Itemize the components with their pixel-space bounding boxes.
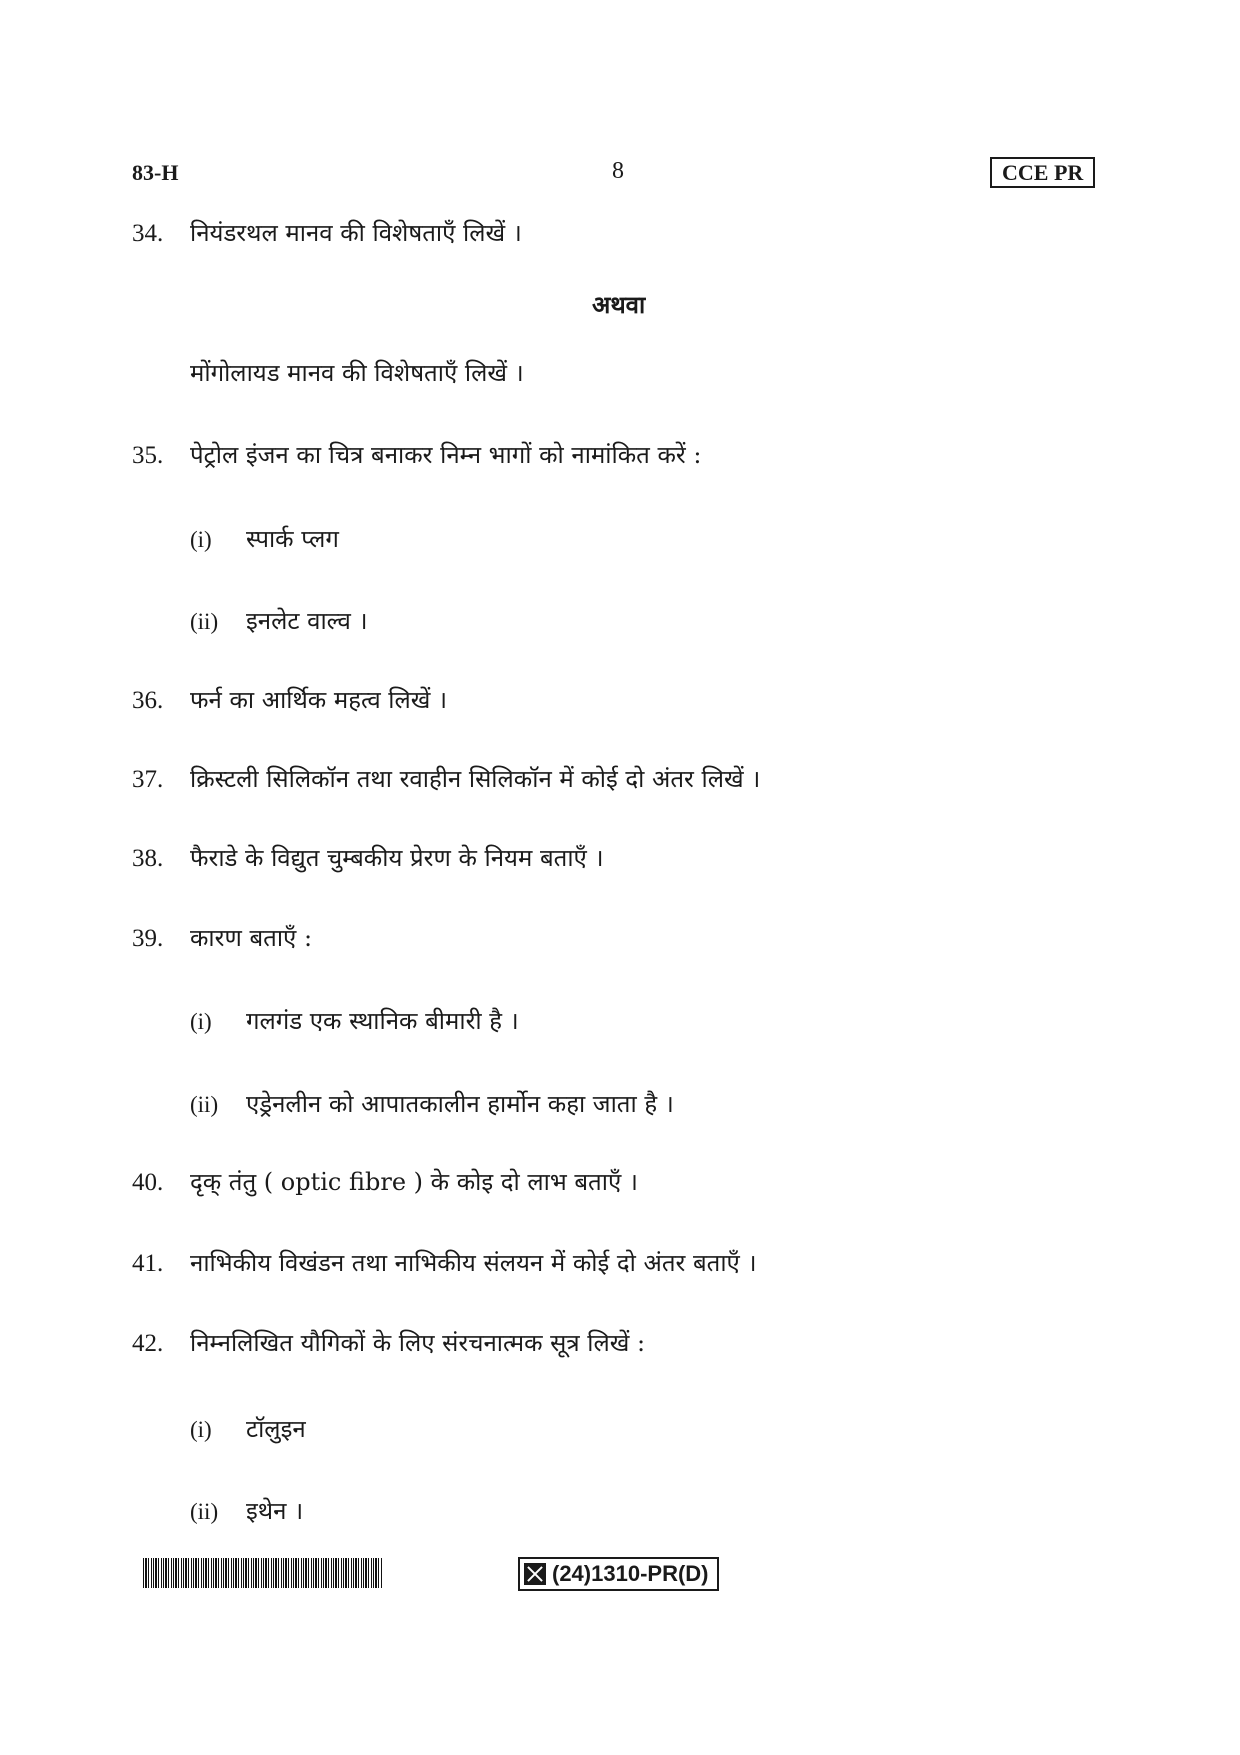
question-text: फैराडे के विद्युत चुम्बकीय प्रेरण के नियम बताएँ । [190, 844, 604, 872]
question-number: 37. [132, 766, 164, 793]
question-number: 40. [132, 1169, 164, 1196]
page-number: 8 [612, 158, 624, 184]
sub-item-42-i [190, 1414, 306, 1445]
question-text: कारण बताएँ : [190, 924, 313, 952]
sub-item-42-ii [190, 1496, 303, 1527]
sub-item-number: (ii) [190, 1092, 219, 1117]
question-text: नियंडरथल मानव की विशेषताएँ लिखें । [190, 219, 522, 247]
sub-item-number: (i) [190, 1009, 212, 1034]
sub-item-text: टॉलुइन [246, 1415, 306, 1443]
sub-item-35-ii [190, 606, 368, 637]
sub-item-text: स्पार्क प्लग [246, 525, 339, 553]
question-34-alternative: मोंगोलायड मानव की विशेषताएँ लिखें । [190, 359, 524, 387]
question-36 [132, 685, 447, 716]
question-38 [132, 843, 604, 874]
question-number: 39. [132, 925, 164, 952]
question-41 [132, 1248, 757, 1279]
question-35 [132, 440, 701, 471]
cross-box-icon [524, 1563, 546, 1585]
question-number: 41. [132, 1250, 164, 1277]
sub-item-text: एड्रेनलीन को आपातकालीन हार्मोन कहा जाता है । [246, 1090, 674, 1118]
question-text: फर्न का आर्थिक महत्व लिखें । [190, 686, 448, 714]
sub-item-35-i [190, 524, 339, 555]
question-39 [132, 923, 312, 954]
question-text: पेट्रोल इंजन का चित्र बनाकर निम्न भागों को नामांकित करें : [190, 441, 702, 469]
question-42 [132, 1328, 645, 1359]
question-number: 36. [132, 687, 164, 714]
or-label: अथवा [592, 290, 646, 319]
sub-item-number: (ii) [190, 1499, 219, 1524]
question-37 [132, 764, 760, 795]
sub-item-39-ii [190, 1089, 674, 1120]
question-number: 42. [132, 1330, 164, 1357]
question-34 [132, 218, 522, 249]
question-40 [132, 1167, 638, 1198]
question-number: 34. [132, 220, 164, 247]
question-text: क्रिस्टली सिलिकॉन तथा रवाहीन सिलिकॉन में कोई दो अंतर लिखें । [190, 765, 761, 793]
question-text: नाभिकीय विखंडन तथा नाभिकीय संलयन में कोई दो अंतर बताएँ । [190, 1249, 757, 1277]
sub-item-39-i [190, 1006, 519, 1037]
sub-item-number: (i) [190, 1417, 212, 1442]
question-text: दृक् तंतु ( optic fibre ) के कोइ दो लाभ बताएँ । [190, 1168, 638, 1196]
sub-item-text: इनलेट वाल्व । [246, 607, 368, 635]
paper-id: (24)1310-PR(D) [552, 1561, 709, 1586]
sub-item-number: (i) [190, 527, 212, 552]
question-text: निम्नलिखित यौगिकों के लिए संरचनात्मक सूत्र लिखें : [190, 1329, 646, 1357]
sub-item-text: इथेन । [246, 1497, 304, 1525]
sub-item-text: गलगंड एक स्थानिक बीमारी है । [246, 1007, 519, 1035]
question-number: 38. [132, 845, 164, 872]
paper-id-box [518, 1557, 719, 1591]
paper-code: 83-H [132, 160, 179, 185]
question-number: 35. [132, 442, 164, 469]
series-badge: CCE PR [990, 157, 1095, 188]
barcode [143, 1558, 383, 1588]
sub-item-number: (ii) [190, 609, 219, 634]
